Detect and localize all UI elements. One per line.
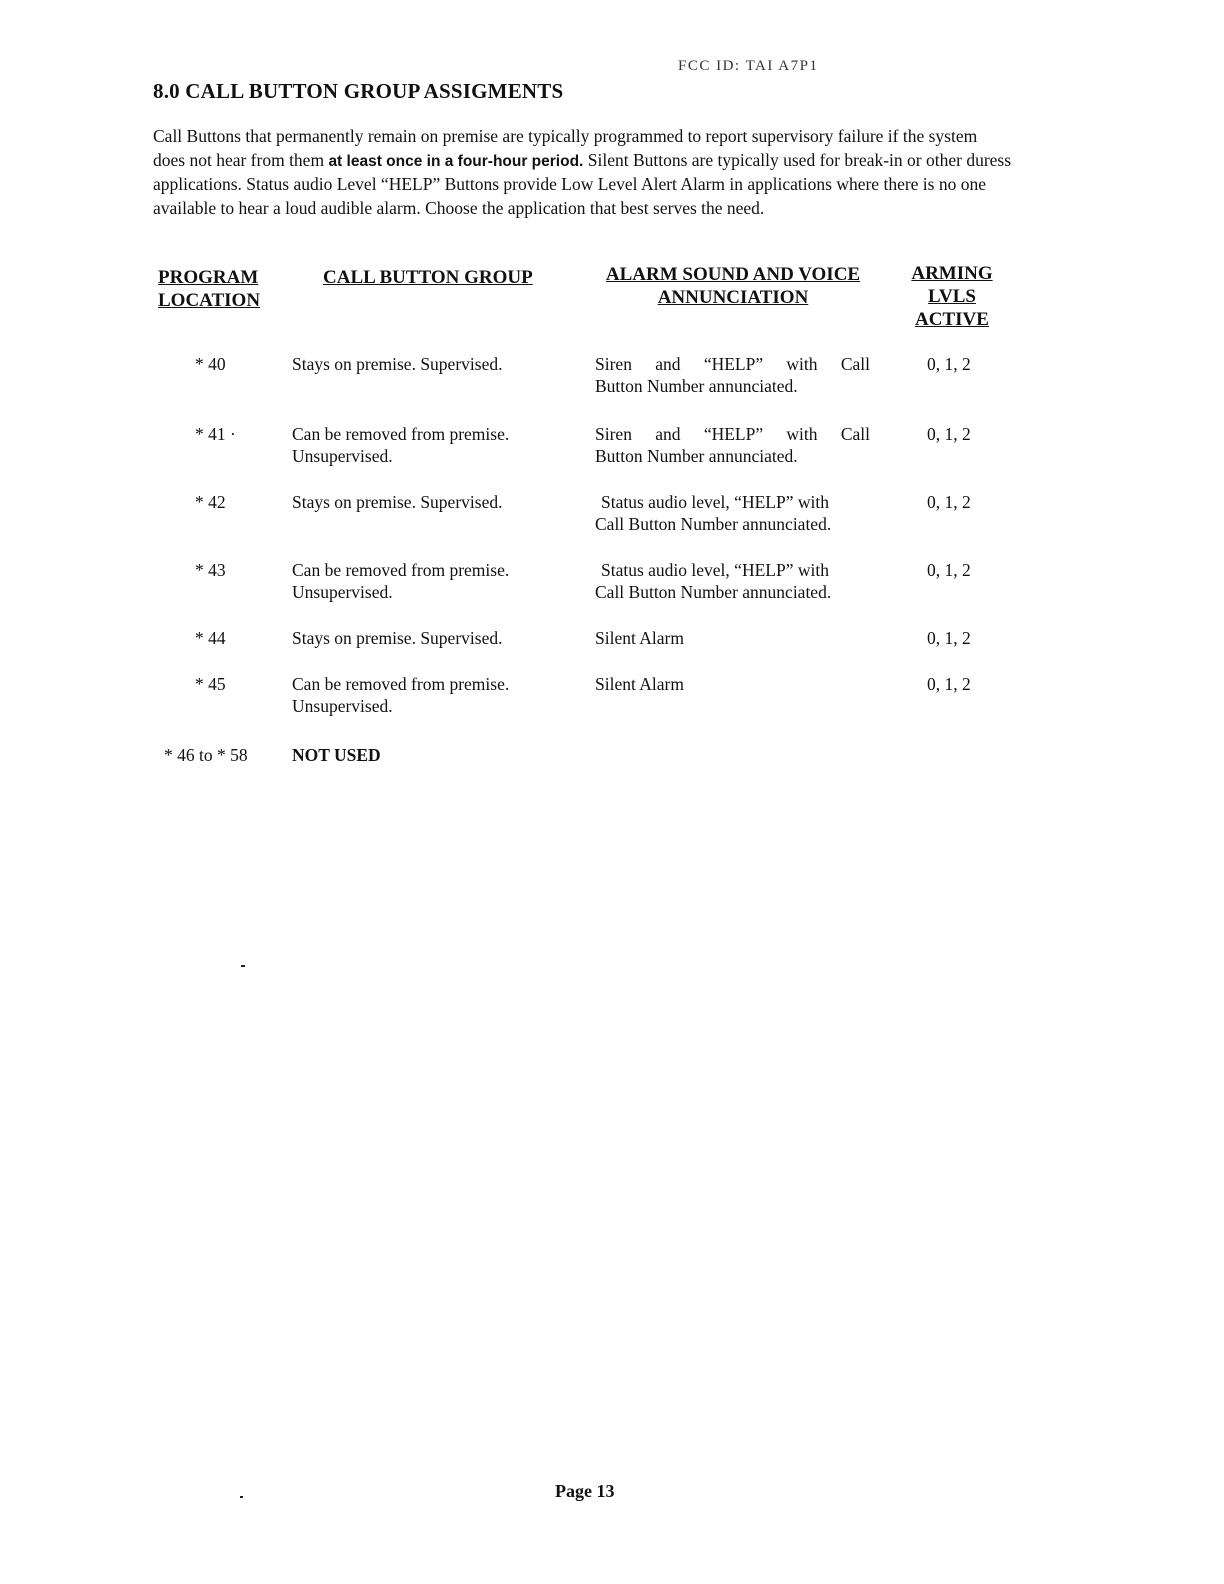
alarm-line: Status audio level, “HELP” with [601, 560, 829, 580]
arming-levels: 0, 1, 2 [927, 492, 971, 512]
group-line: Can be removed from premise. [292, 424, 510, 444]
fcc-id: FCC ID: TAI A7P1 [678, 58, 819, 74]
header-arming-line: ACTIVE [915, 309, 989, 330]
header-arming-line: LVLS [928, 286, 976, 307]
program-location: * 44 [195, 628, 226, 648]
call-button-group [292, 353, 562, 375]
header-program-location [158, 266, 260, 312]
alarm-line: Button Number annunciated. [595, 446, 798, 466]
arming-levels: 0, 1, 2 [927, 674, 971, 694]
alarm-annunciation [595, 559, 870, 603]
program-location: * 43 [195, 560, 226, 580]
call-button-group [292, 491, 562, 513]
alarm-line: Silent Alarm [595, 628, 684, 648]
group-line: Can be removed from premise. [292, 674, 510, 694]
intro-paragraph [153, 125, 1013, 220]
group-line: Stays on premise. Supervised. [292, 492, 503, 512]
alarm-line: Siren and “HELP” with Call [595, 424, 870, 444]
group-line: Unsupervised. [292, 696, 393, 716]
arming-levels: 0, 1, 2 [927, 354, 971, 374]
not-used-label: NOT USED [292, 745, 381, 765]
alarm-line: Button Number annunciated. [595, 376, 798, 396]
header-arming-levels [904, 262, 1000, 331]
alarm-line: Call Button Number annunciated. [595, 582, 832, 602]
call-button-group [292, 423, 562, 467]
header-call-button-group: CALL BUTTON GROUP [323, 267, 533, 288]
program-location: * 41 · [195, 424, 236, 444]
alarm-line: Silent Alarm [595, 674, 684, 694]
intro-emphasis: at least once in a four-hour period. [328, 152, 584, 170]
intro-text-part1: Call Buttons that permanently remain on premise are typically programmed to report supervisory failure if the system does not hear from them [153, 126, 978, 170]
unused-location-range: * 46 to * 58 [164, 745, 248, 765]
alarm-annunciation [595, 353, 870, 397]
alarm-annunciation [595, 673, 870, 695]
header-alarm-line: ALARM SOUND AND VOICE [605, 264, 861, 285]
alarm-line: Siren and “HELP” with Call [595, 354, 870, 374]
group-line: Stays on premise. Supervised. [292, 354, 503, 374]
group-line: Stays on premise. Supervised. [292, 628, 503, 648]
alarm-annunciation [595, 491, 870, 535]
group-line: Unsupervised. [292, 446, 393, 466]
arming-levels: 0, 1, 2 [927, 560, 971, 580]
header-location-line: LOCATION [158, 290, 261, 311]
header-location-line: PROGRAM [158, 267, 259, 288]
alarm-annunciation [595, 423, 870, 467]
page-number: Page 13 [555, 1481, 615, 1501]
program-location: * 40 [195, 354, 226, 374]
header-arming-line: ARMING [911, 263, 993, 284]
arming-levels: 0, 1, 2 [927, 628, 971, 648]
call-button-group [292, 627, 562, 649]
alarm-line: Call Button Number annunciated. [595, 514, 832, 534]
program-location: * 42 [195, 492, 226, 512]
program-location: * 45 [195, 674, 226, 694]
group-line: Unsupervised. [292, 582, 393, 602]
header-alarm-line: ANNUNCIATION [657, 287, 809, 308]
alarm-annunciation [595, 627, 870, 649]
scan-speck [240, 1496, 243, 1498]
header-alarm-sound [598, 263, 868, 309]
group-line: Can be removed from premise. [292, 560, 510, 580]
arming-levels: 0, 1, 2 [927, 424, 971, 444]
alarm-line: Status audio level, “HELP” with [601, 492, 829, 512]
section-title: 8.0 CALL BUTTON GROUP ASSIGMENTS [153, 79, 564, 103]
call-button-group [292, 559, 562, 603]
call-button-group [292, 673, 562, 717]
intro-text-part2: Silent Buttons are typically used for break-in or other duress applications. Status audio Level “HELP” Buttons provide Low Level Alert Alarm in applications where there is no one available to hear a loud audible alarm. Choose the application that best serves the need. [153, 149, 1012, 218]
scan-speck [241, 965, 245, 967]
